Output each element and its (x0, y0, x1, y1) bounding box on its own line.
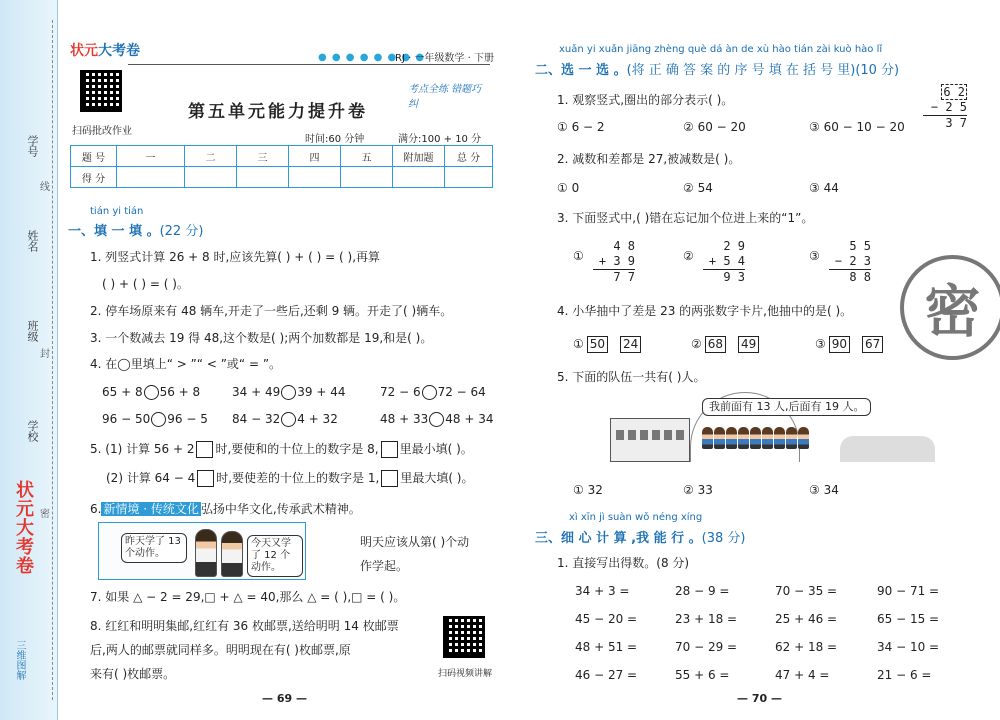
speech-bubble-queue: 我前面有 13 人,后面有 19 人。 (702, 398, 871, 416)
option[interactable]: ① 6 − 2 (557, 120, 605, 134)
kid-figure (195, 529, 217, 577)
option[interactable]: ① 0 (557, 181, 580, 195)
score-cell: 一 (117, 146, 185, 167)
calc-item: 70 − 35 = (775, 584, 838, 598)
kid-icon (774, 427, 785, 449)
score-cell: 四 (289, 146, 341, 167)
right-page (505, 0, 1000, 720)
spine-label-school: 学校 (26, 420, 39, 442)
page-title: 第五单元能力提升卷 (188, 102, 368, 122)
option-number[interactable]: ② (683, 249, 694, 263)
section1-pinyin: tián yi tián (90, 206, 144, 217)
q1-4-row1: 72 − 6 72 − 64 (380, 385, 486, 399)
section3-heading: 三、细 心 计 算 ,我 能 行 。(38 分) (535, 531, 746, 546)
option[interactable]: ② 33 (683, 483, 713, 497)
compare-circle[interactable] (281, 385, 296, 400)
q1-6-question: 明天应该从第( )个动作学起。 (360, 535, 470, 573)
cut-line (52, 20, 53, 700)
kid-figure (221, 531, 243, 577)
option[interactable]: ② 68 49 (691, 336, 759, 353)
qr-caption: 扫码批改作业 (72, 126, 132, 137)
score-table (70, 145, 493, 188)
q1-6: 6. 新情境 · 传统文化 弘扬中华文化,传承武术精神。 (90, 502, 361, 516)
vertical-calc-option[interactable]: 4 8 + 3 9 7 7 (593, 239, 635, 285)
q1-5-part2: (2) 计算 64 − 4 时,要使差的十位上的数字是 1, 里最大填( )。 (106, 471, 474, 485)
q2-1: 1. 观察竖式,圈出的部分表示( )。 (557, 93, 734, 107)
q1-4: 4. 在◯里填上“ > ”“ < ”或“ = ”。 (90, 357, 282, 371)
digit-box[interactable] (381, 441, 398, 458)
q1-4-row2: 48 + 33 48 + 34 (380, 412, 494, 426)
calc-item: 23 + 18 = (675, 612, 738, 626)
spine-label-class: 班级 (26, 320, 39, 342)
score-table-score-row (71, 167, 493, 188)
vertical-calc-option[interactable]: 5 5 − 2 3 8 8 (829, 239, 871, 285)
calc-item: 45 − 20 = (575, 612, 638, 626)
score-input[interactable] (445, 167, 493, 188)
score-input[interactable] (185, 167, 237, 188)
page-number-69: — 69 — (262, 692, 307, 705)
score-cell: 附加题 (393, 146, 445, 167)
q2-4: 4. 小华抽中了差是 23 的两张数字卡片,他抽中的是( )。 (557, 304, 853, 318)
compare-circle[interactable] (422, 385, 437, 400)
spine-mark-seal: 封 (40, 349, 50, 360)
option[interactable]: ③ 60 − 10 − 20 (809, 120, 905, 134)
option[interactable]: ③ 44 (809, 181, 839, 195)
page-number-70: — 70 — (737, 692, 782, 705)
score-cell: 题 号 (71, 146, 117, 167)
option[interactable]: ③ 90 67 (815, 336, 883, 353)
option[interactable]: ① 32 (573, 483, 603, 497)
qr-code-video[interactable] (443, 616, 485, 658)
option[interactable]: ③ 34 (809, 483, 839, 497)
queue-illustration (610, 392, 940, 470)
digit-box[interactable] (196, 441, 213, 458)
qr-code-grading[interactable] (80, 70, 122, 112)
section2-pinyin: xuǎn yi xuǎn jiāng zhèng què dá àn de xù hào tián zài kuò hào lǐ (559, 44, 883, 55)
speech-bubble-today: 今天又学了 12 个动作。 (247, 535, 303, 577)
qr2-caption: 扫码视频讲解 (438, 669, 493, 679)
score-cell: 二 (185, 146, 237, 167)
score-cell: 得 分 (71, 167, 117, 188)
kid-icon (750, 427, 761, 449)
q1-6-illustration (98, 522, 306, 580)
full-score: 满分:100 + 10 分 (398, 134, 482, 145)
option[interactable]: ① 50 24 (573, 336, 641, 353)
calc-item: 48 + 51 = (575, 640, 638, 654)
binding-spine (0, 0, 58, 720)
calc-item: 34 − 10 = (877, 640, 940, 654)
section1-heading: 一、填 一 填 。(22 分) (68, 224, 204, 239)
spine-tag: 三维图解 (14, 640, 25, 680)
score-input[interactable] (237, 167, 289, 188)
score-cell: 五 (341, 146, 393, 167)
kid-icon (762, 427, 773, 449)
score-input[interactable] (117, 167, 185, 188)
kid-icon (786, 427, 797, 449)
q2-5: 5. 下面的队伍一共有( )人。 (557, 370, 706, 384)
calc-item: 34 + 3 = (575, 584, 630, 598)
q2-2: 2. 减数和差都是 27,被减数是( )。 (557, 152, 741, 166)
option[interactable]: ② 60 − 20 (683, 120, 746, 134)
q1-4-row2: 96 − 50 96 − 5 (102, 412, 208, 426)
spine-brand: 状元大考卷 (13, 480, 34, 575)
score-cell: 总 分 (445, 146, 493, 167)
circled-part: 6 2 (943, 85, 965, 99)
q1-4-row1: 34 + 49 39 + 44 (232, 385, 346, 399)
context-tag: 新情境 · 传统文化 (103, 502, 199, 516)
time-limit: 时间:60 分钟 (305, 134, 365, 145)
section2-heading: 二、选 一 选 。(将 正 确 答 案 的 序 号 填 在 括 号 里)(10 分) (535, 63, 900, 78)
section3-pinyin: xì xīn jì suàn wǒ néng xíng (569, 512, 703, 523)
q1-4-row1: 65 + 8 56 + 8 (102, 385, 201, 399)
header-dots: ● ● ● ● ● ● ● ● (318, 52, 426, 63)
spine-label-name: 姓名 (26, 230, 39, 252)
q1-1-line2: ( ) + ( ) = ( )。 (102, 277, 189, 291)
calc-item: 47 + 4 = (775, 668, 830, 682)
compare-circle[interactable] (144, 385, 159, 400)
kid-icon (702, 427, 713, 449)
q2-1-vertical-calc: 6 2 − 2 5 3 7 (923, 85, 967, 131)
kid-icon (738, 427, 749, 449)
speech-bubble-yesterday: 昨天学了 13 个动作。 (121, 533, 187, 563)
score-cell: 三 (237, 146, 289, 167)
number-card: 68 (705, 336, 726, 353)
window-row (616, 430, 684, 440)
q1-3: 3. 一个数减去 19 得 48,这个数是( );两个加数都是 19,和是( )。 (90, 331, 433, 345)
header-rule (128, 64, 490, 65)
q2-3: 3. 下面竖式中,( )错在忘记加个位进上来的“1”。 (557, 211, 814, 225)
spine-mark-line: 线 (40, 182, 50, 193)
number-card: 49 (738, 336, 759, 353)
q1-2: 2. 停车场原来有 48 辆车,开走了一些后,还剩 9 辆。开走了( )辆车。 (90, 304, 453, 318)
calc-item: 90 − 71 = (877, 584, 940, 598)
calc-item: 46 − 27 = (575, 668, 638, 682)
brand-logo: 状元大考卷 (70, 43, 140, 59)
kid-icon (798, 427, 809, 449)
calc-item: 70 − 29 = (675, 640, 738, 654)
bush-shape (840, 436, 935, 462)
calc-item: 55 + 6 = (675, 668, 730, 682)
number-card: 90 (829, 336, 850, 353)
score-input[interactable] (393, 167, 445, 188)
vertical-calc-option[interactable]: 2 9 + 5 4 9 3 (703, 239, 745, 285)
calc-item: 21 − 6 = (877, 668, 932, 682)
score-input[interactable] (289, 167, 341, 188)
spine-label-student-no: 学号 (26, 135, 39, 157)
kid-icon (714, 427, 725, 449)
calc-item: 62 + 18 = (775, 640, 838, 654)
number-card: 67 (862, 336, 883, 353)
calc-item: 28 − 9 = (675, 584, 730, 598)
option-number[interactable]: ③ (809, 249, 820, 263)
q1-8: 8. 红红和明明集邮,红红有 36 枚邮票,送给明明 14 枚邮票 后,两人的邮票就同样多。明明现在有( )枚邮票,原 来有( )枚邮票。 (90, 619, 399, 681)
option-number[interactable]: ① (573, 249, 584, 263)
number-card: 24 (620, 336, 641, 353)
building-icon (610, 418, 690, 462)
queue-kids (702, 427, 810, 453)
calc-item: 65 − 15 = (877, 612, 940, 626)
compare-circle[interactable] (151, 412, 166, 427)
option[interactable]: ② 54 (683, 181, 713, 195)
kid-icon (726, 427, 737, 449)
compare-circle[interactable] (429, 412, 444, 427)
q3-1: 1. 直接写出得数。(8 分) (557, 556, 690, 570)
q1-5-part1: 5. (1) 计算 56 + 2 时,要使和的十位上的数字是 8, 里最小填( )。 (90, 442, 473, 456)
q1-7: 7. 如果 △ − 2 = 29,□ + △ = 40,那么 △ = ( ),□ = ( )。 (90, 590, 406, 604)
q1-4-row2: 84 − 32 4 + 32 (232, 412, 338, 426)
digit-box[interactable] (381, 470, 398, 487)
digit-box[interactable] (197, 470, 214, 487)
series-label: RJ · 一年级数学 · 下册 (395, 53, 494, 64)
score-input[interactable] (341, 167, 393, 188)
score-table-header-row (71, 146, 493, 167)
compare-circle[interactable] (281, 412, 296, 427)
calc-item: 25 + 46 = (775, 612, 838, 626)
confidential-stamp: 密 (900, 255, 1000, 360)
spine-mark-secret: 密 (40, 509, 50, 520)
q1-1-line1: 1. 列竖式计算 26 + 8 时,应该先算( ) + ( ) = ( ),再算 (90, 250, 381, 264)
badge-text: 考点全练 错题巧纠 (408, 84, 482, 110)
number-card: 50 (587, 336, 608, 353)
